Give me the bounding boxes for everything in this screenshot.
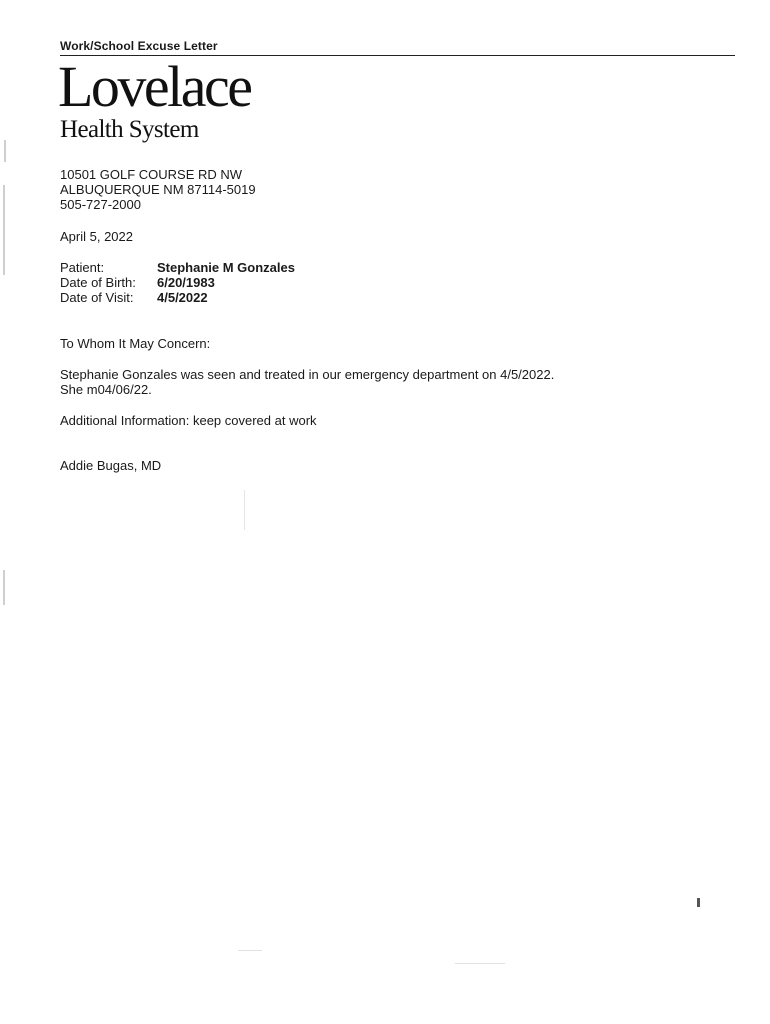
scan-artifact [3,570,5,605]
dob-label: Date of Birth: [60,275,136,290]
scan-artifact [244,490,245,530]
scan-artifact [4,140,6,162]
letter-header-title: Work/School Excuse Letter [60,39,218,53]
address-city: ALBUQUERQUE NM 87114-5019 [60,182,256,197]
patient-value: Stephanie M Gonzales [157,260,295,275]
letter-date: April 5, 2022 [60,229,133,244]
dob-value: 6/20/1983 [157,275,215,290]
scan-artifact [3,185,5,275]
scan-artifact [238,950,262,951]
logo-name: Lovelace [58,54,251,119]
address-street: 10501 GOLF COURSE RD NW [60,167,243,182]
additional-information: Additional Information: keep covered at work [60,413,317,428]
body-paragraph-line2: She m04/06/22. [60,382,152,397]
patient-label: Patient: [60,260,105,275]
physician-signature: Addie Bugas, MD [60,458,162,473]
logo-subtitle: Health System [60,116,199,143]
address-phone: 505-727-2000 [60,197,141,212]
scan-artifact [697,898,700,907]
scan-artifact [455,963,505,964]
visit-label: Date of Visit: [60,290,134,305]
body-paragraph-line1: Stephanie Gonzales was seen and treated in our emergency department on 4/5/2022. [60,367,555,382]
salutation: To Whom It May Concern: [60,336,211,351]
visit-value: 4/5/2022 [157,290,208,305]
